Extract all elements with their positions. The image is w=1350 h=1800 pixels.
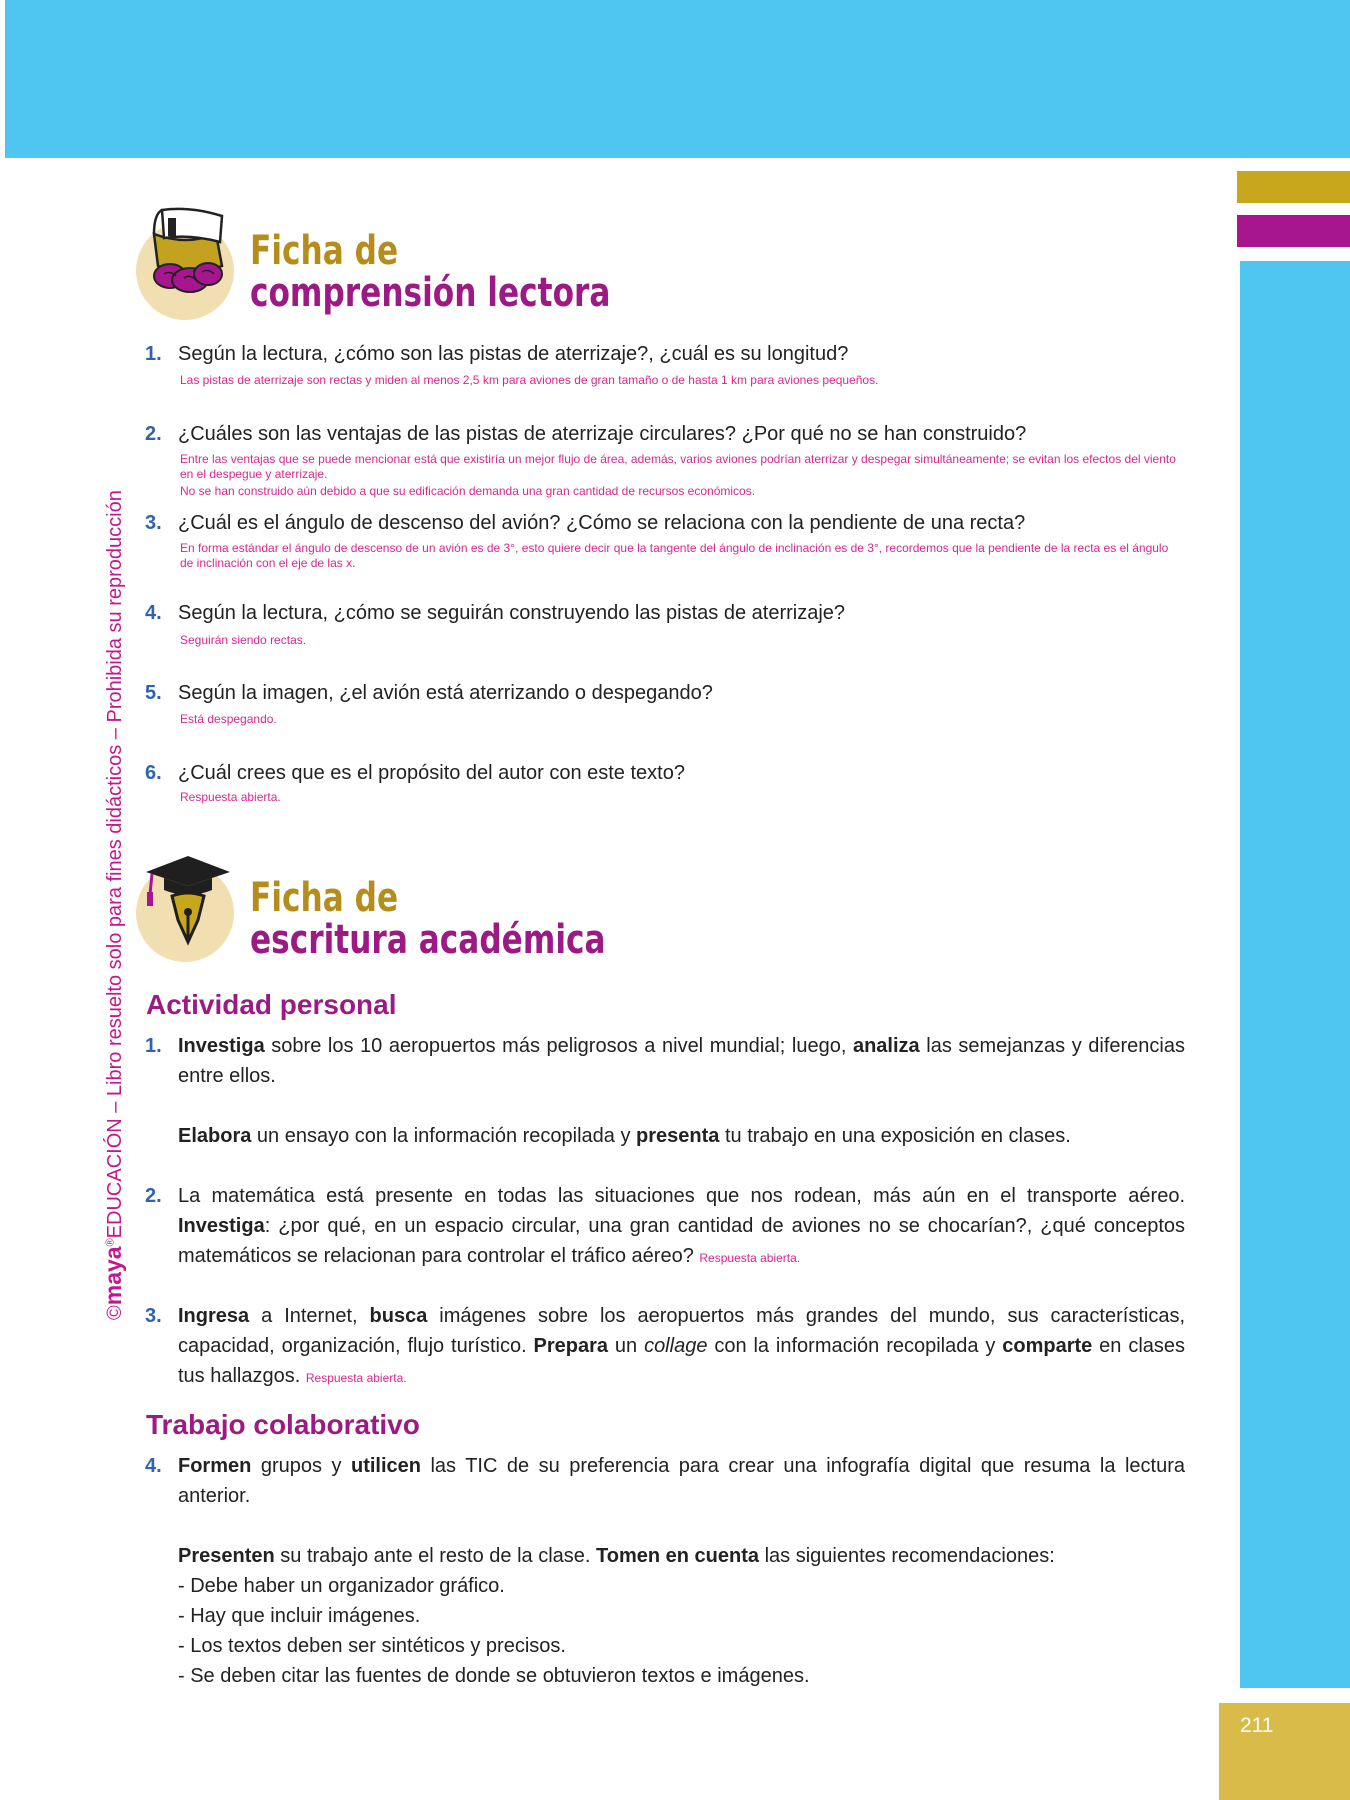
activity-text: un (608, 1335, 645, 1357)
section1-title-line1: Ficha de (250, 228, 399, 274)
keyword-elabora: Elabora (178, 1125, 252, 1147)
activity-answer: Respuesta abierta. (305, 1371, 407, 1385)
recommendation-item: - Debe haber un organizador gráfico. (178, 1575, 505, 1597)
gold-tab-marker (1237, 171, 1350, 203)
activity-body (178, 1301, 1185, 1393)
keyword-tomen-en-cuenta: Tomen en cuenta (596, 1545, 760, 1567)
activity-number: 1. (145, 1035, 162, 1057)
recommendation-item: - Hay que incluir imágenes. (178, 1605, 421, 1627)
registered-mark: ® (104, 1238, 117, 1247)
question-answer: Respuesta abierta. (180, 790, 281, 804)
question-answer: En forma estándar el ángulo de descenso de un avión es de 3°, esto quiere decir que la tangente del ángulo de inclinación es de 3°, recordemos que la pendiente de la recta es el ángulo de inclinación con el eje de las x. (180, 541, 1169, 570)
keyword-prepara: Prepara (533, 1335, 609, 1357)
question-number: 2. (145, 423, 162, 445)
keyword-ingresa: Ingresa (178, 1305, 250, 1327)
activity-text: sobre los 10 aeropuertos más peligrosos a nivel mundial; luego, (264, 1035, 853, 1057)
keyword-formen: Formen (178, 1455, 252, 1477)
keyword-utilicen: utilicen (350, 1455, 421, 1477)
subhead-actividad-personal: Actividad personal (146, 989, 397, 1020)
question-text: ¿Cuáles son las ventajas de las pistas de aterrizaje circulares? ¿Por qué no se han construido? (178, 423, 1027, 445)
question-answer: Entre las ventajas que se puede mencionar está que existiría un mejor flujo de área, además, varios aviones podrían aterrizar y despegar simultáneamente; se evitan los efectos del viento en el despegue y aterrizaje. (180, 452, 1176, 481)
activity-answer: Respuesta abierta. (699, 1251, 801, 1265)
side-note-text: EDUCACIÓN – Libro resuelto solo para fines didácticos – Prohibida su reproducción (104, 490, 126, 1239)
top-color-band (0, 0, 1350, 158)
question-text: Según la lectura, ¿cómo se seguirán construyendo las pistas de aterrizaje? (178, 602, 846, 624)
question-text: Según la imagen, ¿el avión está aterrizando o despegando? (178, 682, 713, 704)
activity-3 (145, 1301, 1185, 1393)
page-number: 211 (1240, 1714, 1274, 1737)
activity-text: las semejanzas y diferencias entre ellos. (178, 1035, 1185, 1087)
activity-text: su trabajo ante el resto de la clase. (274, 1545, 597, 1567)
recommendation-item: - Se deben citar las fuentes de donde se obtuvieron textos e imágenes. (178, 1665, 810, 1687)
italic-collage: collage (644, 1335, 708, 1357)
activity-4 (145, 1451, 1185, 1691)
activity-text: con la información recopilada y (707, 1335, 1003, 1357)
question-number: 6. (145, 762, 162, 784)
page-number-box (1219, 1703, 1350, 1800)
activity-text: en clases tus hallazgos. (178, 1335, 1186, 1387)
purple-tab-marker (1237, 215, 1350, 247)
question-answer-extra: No se han construido aún debido a que su edificación demanda una gran cantidad de recursos económicos. (180, 484, 756, 498)
activity-text: las TIC de su preferencia para crear una infografía digital que resuma la lectura anterior. (178, 1455, 1186, 1507)
section2-title (250, 877, 606, 961)
activity-text: tu trabajo en una exposición en clases. (719, 1125, 1071, 1147)
section2-title-line1: Ficha de (250, 875, 399, 921)
question-text: ¿Cuál es el ángulo de descenso del avión? ¿Cómo se relaciona con la pendiente de una recta? (178, 512, 1026, 534)
question-number: 4. (145, 602, 162, 624)
activity-number: 3. (145, 1305, 162, 1327)
activity-text: un ensayo con la información recopilada y (251, 1125, 637, 1147)
keyword-presenten: Presenten (178, 1545, 275, 1567)
question-number: 3. (145, 512, 162, 534)
activity-text: grupos y (251, 1455, 351, 1477)
copyright-side-note (100, 490, 127, 1320)
section2-title-line2: escritura académica (250, 917, 606, 963)
activity-paragraph (178, 1121, 1185, 1151)
question-answer: Seguirán siendo rectas. (180, 633, 307, 647)
keyword-busca: busca (369, 1305, 428, 1327)
keyword-investiga: Investiga (178, 1215, 265, 1237)
activity-text: imágenes sobre los aeropuertos más grandes del mundo, sus características, capacidad, organización, flujo turístico. (178, 1305, 1186, 1357)
graduation-pen-icon (142, 850, 232, 950)
activity-number: 2. (145, 1185, 162, 1207)
section1-title-line2: comprensión lectora (250, 270, 611, 316)
subhead-trabajo-colaborativo: Trabajo colaborativo (146, 1409, 420, 1440)
keyword-comparte: comparte (1002, 1335, 1093, 1357)
right-color-band (1240, 261, 1350, 1688)
activity-1 (145, 1031, 1185, 1151)
activity-text: : ¿por qué, en un espacio circular, una gran cantidad de aviones no se chocarían?, ¿qué conceptos matemáticos se relacionan para controlar el tráfico aéreo? (178, 1215, 1185, 1267)
activity-text: La matemática está presente en todas las situaciones que nos rodean, más aún en el transporte aéreo. (178, 1185, 1185, 1207)
question-text: ¿Cuál crees que es el propósito del autor con este texto? (178, 762, 685, 784)
keyword-investiga: Investiga (178, 1035, 265, 1057)
section1-title (250, 230, 610, 314)
question-answer: Las pistas de aterrizaje son rectas y miden al menos 2,5 km para aviones de gran tamaño o de hasta 1 km para aviones pequeños. (180, 373, 879, 387)
recommendation-item: - Los textos deben ser sintéticos y precisos. (178, 1635, 566, 1657)
activity-body (178, 1031, 1185, 1151)
activity-body (178, 1451, 1185, 1691)
question-text: Según la lectura, ¿cómo son las pistas de aterrizaje?, ¿cuál es su longitud? (178, 343, 849, 365)
keyword-analiza: analiza (852, 1035, 920, 1057)
activity-text: a Internet, (249, 1305, 370, 1327)
brand-name: maya (100, 1246, 126, 1306)
copyright-symbol: © (104, 1305, 126, 1320)
activity-2 (145, 1181, 1185, 1273)
activity-body (178, 1181, 1185, 1273)
book-brain-icon (140, 204, 232, 304)
keyword-presenta: presenta (636, 1125, 720, 1147)
activity-text: las siguientes recomendaciones: (759, 1545, 1055, 1567)
question-number: 5. (145, 682, 162, 704)
question-answer: Está despegando. (180, 712, 277, 726)
activity-number: 4. (145, 1455, 162, 1477)
question-number: 1. (145, 343, 162, 365)
activity-paragraph (178, 1541, 1185, 1691)
